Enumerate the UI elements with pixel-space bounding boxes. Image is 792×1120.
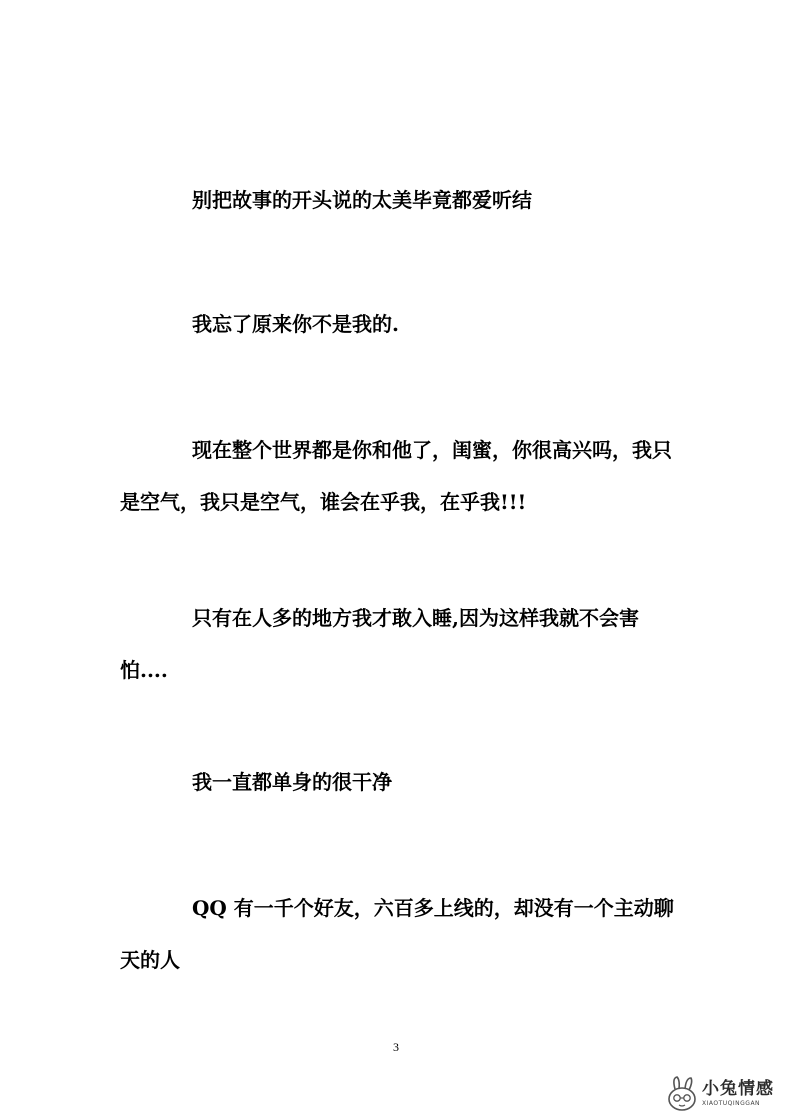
page-number: 3	[393, 1040, 399, 1054]
paragraph-4: 只有在人多的地方我才敢入睡,因为这样我就不会害怕....	[120, 606, 639, 682]
watermark-subtitle: XIAOTUQINGGAN	[702, 1100, 761, 1107]
paragraph-5: 我一直都单身的很干净	[192, 770, 392, 794]
paragraph-1: 别把故事的开头说的太美毕竟都爱听结	[192, 188, 532, 212]
rabbit-logo-icon	[662, 1074, 702, 1114]
paragraph-6: QQ 有一千个好友，六百多上线的，却没有一个主动聊天的人	[120, 896, 674, 972]
watermark-title: 小兔情感	[702, 1079, 774, 1099]
paragraph-2: 我忘了原来你不是我的.	[192, 312, 399, 336]
watermark-logo	[662, 1072, 780, 1116]
paragraph-3: 现在整个世界都是你和他了，闺蜜，你很高兴吗，我只是空气，我只是空气，谁会在乎我，在乎我!!!	[120, 438, 672, 514]
